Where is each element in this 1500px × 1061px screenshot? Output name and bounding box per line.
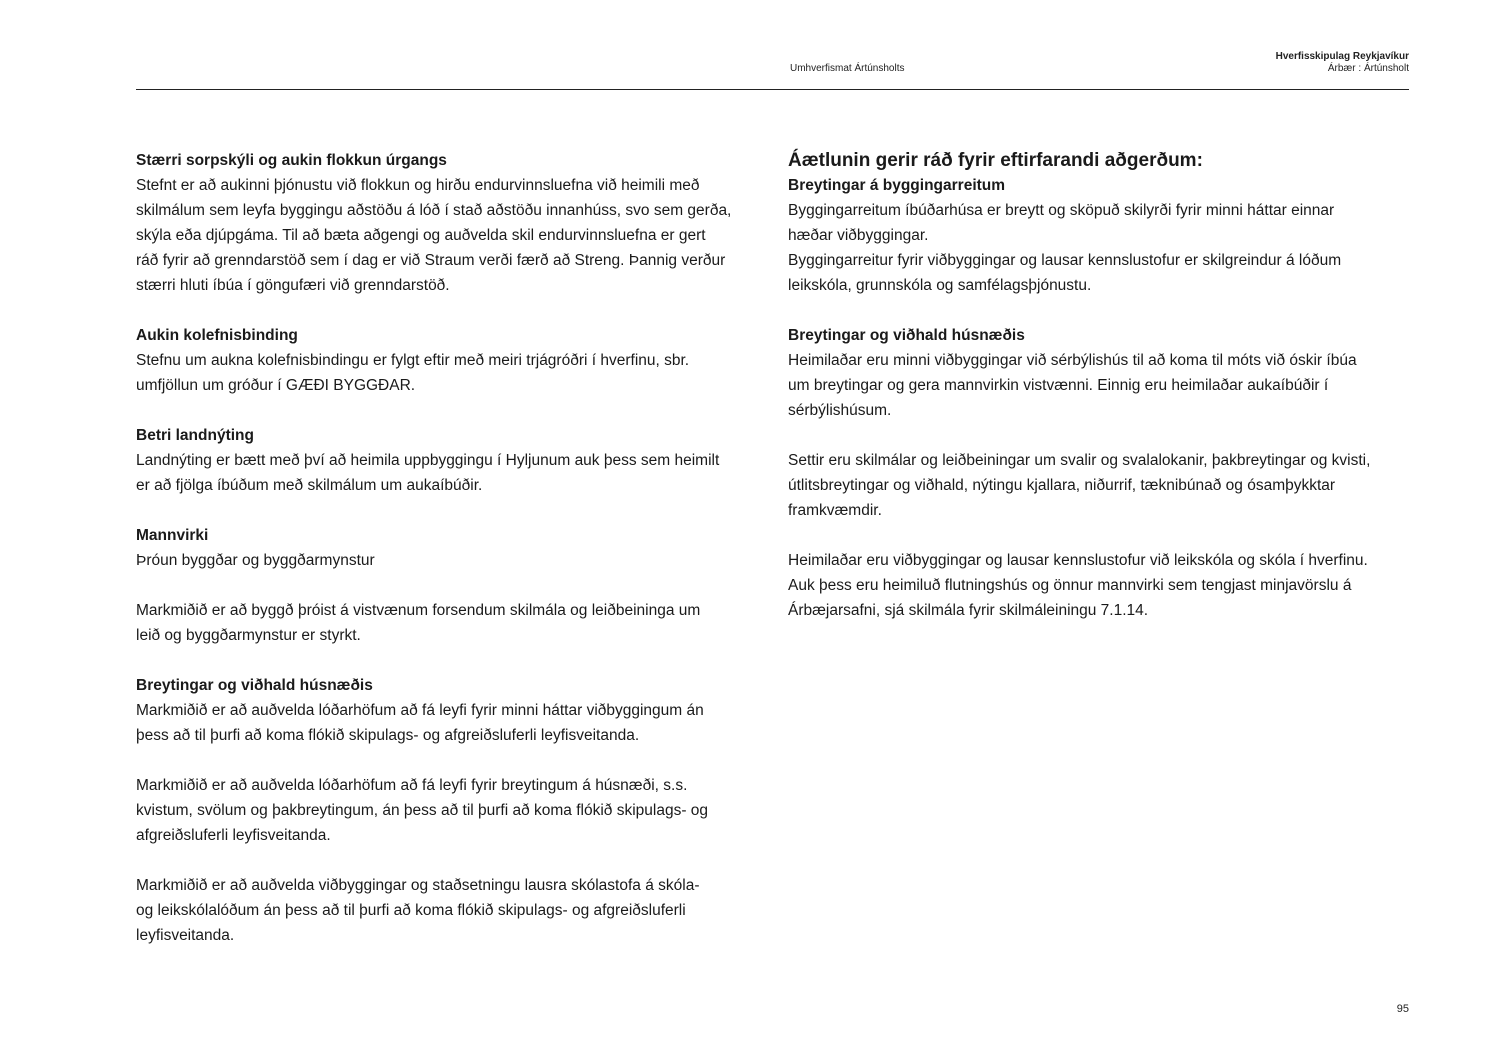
- paragraph: [136, 598, 776, 648]
- section-structures: [136, 523, 776, 573]
- header-divider: [136, 89, 1409, 90]
- text-line: Heimilaðar eru viðbyggingar og lausar kennslustofur við leikskóla og skóla í hverfinu.: [788, 552, 1368, 569]
- section-heading: Breytingar og viðhald húsnæðis: [788, 327, 1025, 344]
- section-heading: Mannvirki: [136, 527, 209, 544]
- section-building-plots: [788, 173, 1413, 298]
- text-line: Markmiðið er að auðvelda lóðarhöfum að fá leyfi fyrir breytingum á húsnæði, s.s.: [136, 777, 688, 794]
- text-line: Landnýting er bætt með því að heimila uppbyggingu í Hyljunum auk þess sem heimilt: [136, 452, 720, 469]
- district-label: Árbær : Ártúnsholt: [1327, 63, 1409, 74]
- text-line: hæðar viðbyggingar.: [788, 227, 929, 244]
- text-line: Heimilaðar eru minni viðbyggingar við sérbýlishús til að koma til móts við óskir íbúa: [788, 352, 1357, 369]
- header-right: [1276, 51, 1409, 75]
- series-title: Hverfisskipulag Reykjavíkur: [1275, 51, 1409, 62]
- section-heading: Betri landnýting: [136, 427, 254, 444]
- text-line: Markmiðið er að byggð þróist á vistvænum forsendum skilmála og leiðbeininga um: [136, 602, 701, 619]
- paragraph: [136, 873, 776, 948]
- text-line: er að fjölga íbúðum með skilmálum um aukaíbúðir.: [136, 477, 483, 494]
- text-line: útlitsbreytingar og viðhald, nýtingu kjallara, niðurrif, tæknibúnað og ósamþykktar: [788, 477, 1336, 494]
- section-renovation: [136, 673, 776, 748]
- text-line: Markmiðið er að auðvelda viðbyggingar og staðsetningu lausra skólastofa á skóla-: [136, 877, 700, 894]
- text-line: skilmálum sem leyfa byggingu aðstöðu á lóð í stað aðstöðu innanhúss, svo sem gerða,: [136, 202, 732, 219]
- page-number: 95: [1396, 1003, 1409, 1015]
- left-column: [136, 148, 776, 973]
- text-line: afgreiðsluferli leyfisveitanda.: [136, 827, 331, 844]
- section-heading: Stærri sorpskýli og aukin flokkun úrgangs: [136, 152, 447, 169]
- text-line: Þróun byggðar og byggðarmynstur: [136, 552, 375, 569]
- section-land-use: [136, 423, 776, 498]
- text-line: leikskóla, grunnskóla og samfélagsþjónustu.: [788, 277, 1092, 294]
- text-line: Byggingarreitur fyrir viðbyggingar og lausar kennslustofur er skilgreindur á lóðum: [788, 252, 1342, 269]
- text-line: stærri hluti íbúa í göngufæri við grenndarstöð.: [136, 277, 450, 294]
- text-line: leið og byggðarmynstur er styrkt.: [136, 627, 361, 644]
- text-line: og leikskólalóðum án þess að til þurfi að koma flókið skipulags- og afgreiðsluferli: [136, 902, 686, 919]
- text-line: framkvæmdir.: [788, 502, 882, 519]
- section-renovation: [788, 323, 1413, 423]
- text-line: skýla eða djúpgáma. Til að bæta aðgengi og auðvelda skil endurvinnsluefna er gert: [136, 227, 706, 244]
- paragraph: [136, 773, 776, 848]
- text-line: Stefnt er að aukinni þjónustu við flokkun og hirðu endurvinnsluefna við heimili með: [136, 177, 700, 194]
- section-heading: Breytingar og viðhald húsnæðis: [136, 677, 373, 694]
- text-line: Stefnu um aukna kolefnisbindingu er fylgt eftir með meiri trjágróðri í hverfinu, sbr.: [136, 352, 690, 369]
- text-line: Markmiðið er að auðvelda lóðarhöfum að fá leyfi fyrir minni háttar viðbyggingum án: [136, 702, 704, 719]
- actions-title: Áætlunin gerir ráð fyrir eftirfarandi aðgerðum:: [788, 150, 1203, 171]
- paragraph: [788, 548, 1413, 623]
- section-carbon-binding: [136, 323, 776, 398]
- section-heading: Breytingar á byggingarreitum: [788, 177, 1006, 194]
- section-heading: Aukin kolefnisbinding: [136, 327, 298, 344]
- text-line: sérbýlishúsum.: [788, 402, 892, 419]
- paragraph: [788, 448, 1413, 523]
- text-line: þess að til þurfi að koma flókið skipulags- og afgreiðsluferli leyfisveitanda.: [136, 727, 640, 744]
- text-line: umfjöllun um gróður í GÆÐI BYGGÐAR.: [136, 377, 416, 394]
- text-line: ráð fyrir að grenndarstöð sem í dag er við Straum verði færð að Streng. Þannig verður: [136, 252, 726, 269]
- text-line: um breytingar og gera mannvirkin vistvænni. Einnig eru heimilaðar aukaíbúðir í: [788, 377, 1329, 394]
- text-line: leyfisveitanda.: [136, 927, 235, 944]
- section-waste-sorting: [136, 148, 776, 298]
- text-line: Árbæjarsafni, sjá skilmála fyrir skilmáleiningu 7.1.14.: [788, 602, 1149, 619]
- text-line: kvistum, svölum og þakbreytingum, án þess að til þurfi að koma flókið skipulags- og: [136, 802, 709, 819]
- text-line: Settir eru skilmálar og leiðbeiningar um svalir og svalalokanir, þakbreytingar og kvisti,: [788, 452, 1371, 469]
- text-line: Byggingarreitum íbúðarhúsa er breytt og sköpuð skilyrði fyrir minni háttar einnar: [788, 202, 1335, 219]
- right-column: [788, 148, 1413, 648]
- text-line: Auk þess eru heimiluð flutningshús og önnur mannvirki sem tengjast minjavörslu á: [788, 577, 1352, 594]
- document-title: Umhverfismat Ártúnsholts: [790, 63, 905, 74]
